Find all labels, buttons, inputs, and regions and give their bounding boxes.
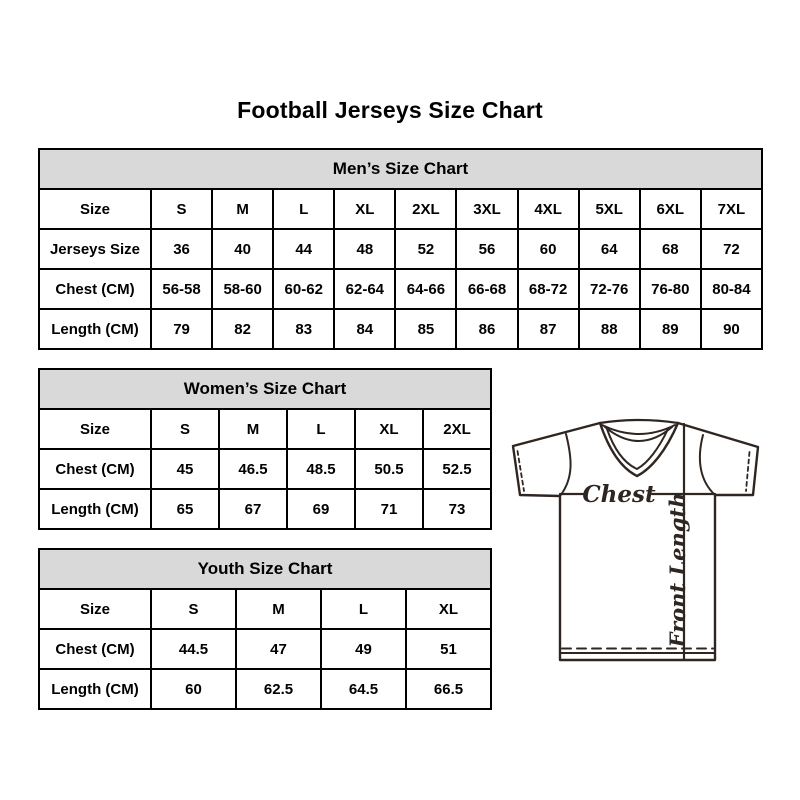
jersey-outline [513,423,758,660]
row-label-cell: Size [39,409,151,449]
row-label-cell: Length (CM) [39,489,151,529]
value-cell: 62-64 [334,269,395,309]
table-row [39,489,491,529]
value-cell: 84 [334,309,395,349]
table-title-band: Women’s Size Chart [39,369,491,409]
value-cell: 2XL [395,189,456,229]
value-cell: XL [334,189,395,229]
value-cell: 4XL [518,189,579,229]
chest-label: Chest [582,481,656,508]
row-label-cell: Length (CM) [39,669,151,709]
value-cell: 48.5 [287,449,355,489]
value-cell: M [219,409,287,449]
value-cell: 64-66 [395,269,456,309]
right-cuff-stitch-line [746,452,750,491]
mens-size-table [38,148,763,350]
table-row [39,229,762,269]
right-sleeve-seam [700,435,715,495]
value-cell: 87 [518,309,579,349]
value-cell: 45 [151,449,219,489]
value-cell: 51 [406,629,491,669]
table-row [39,669,491,709]
value-cell: 68 [640,229,701,269]
value-cell: 7XL [701,189,762,229]
value-cell: M [212,189,273,229]
value-cell: 48 [334,229,395,269]
value-cell: S [151,189,212,229]
value-cell: L [321,589,406,629]
value-cell: 2XL [423,409,491,449]
value-cell: 69 [287,489,355,529]
collar-top-edge [600,420,678,423]
value-cell: 6XL [640,189,701,229]
youth-size-table [38,548,492,710]
page-title: Football Jerseys Size Chart [237,97,543,123]
value-cell: 50.5 [355,449,423,489]
value-cell: XL [355,409,423,449]
value-cell: 44 [273,229,334,269]
value-cell: 5XL [579,189,640,229]
table-row [39,589,491,629]
value-cell: S [151,589,236,629]
table-title-band: Men’s Size Chart [39,149,762,189]
row-label-cell: Chest (CM) [39,449,151,489]
table-row [39,269,762,309]
jersey-measurement-diagram [506,413,768,667]
value-cell: 65 [151,489,219,529]
value-cell: 66-68 [456,269,517,309]
row-label-cell: Size [39,189,151,229]
value-cell: 56 [456,229,517,269]
value-cell: 82 [212,309,273,349]
table-row [39,629,491,669]
value-cell: 68-72 [518,269,579,309]
value-cell: 3XL [456,189,517,229]
table-row [39,449,491,489]
value-cell: L [287,409,355,449]
row-label-cell: Length (CM) [39,309,151,349]
value-cell: S [151,409,219,449]
table-row [39,309,762,349]
value-cell: 64.5 [321,669,406,709]
left-sleeve-seam [560,434,571,496]
value-cell: M [236,589,321,629]
value-cell: 44.5 [151,629,236,669]
value-cell: 56-58 [151,269,212,309]
row-label-cell: Size [39,589,151,629]
value-cell: 71 [355,489,423,529]
value-cell: 60 [518,229,579,269]
value-cell: 58-60 [212,269,273,309]
value-cell: 72 [701,229,762,269]
value-cell: 72-76 [579,269,640,309]
value-cell: 76-80 [640,269,701,309]
value-cell: 85 [395,309,456,349]
value-cell: 46.5 [219,449,287,489]
table-row [39,409,491,449]
value-cell: 79 [151,309,212,349]
front-length-label: Front Length [665,492,690,648]
value-cell: 49 [321,629,406,669]
value-cell: 90 [701,309,762,349]
value-cell: XL [406,589,491,629]
table-title-band: Youth Size Chart [39,549,491,589]
value-cell: 52.5 [423,449,491,489]
value-cell: 52 [395,229,456,269]
row-label-cell: Chest (CM) [39,269,151,309]
row-label-cell: Chest (CM) [39,629,151,669]
value-cell: 62.5 [236,669,321,709]
value-cell: 67 [219,489,287,529]
value-cell: 36 [151,229,212,269]
value-cell: 64 [579,229,640,269]
value-cell: 86 [456,309,517,349]
value-cell: 80-84 [701,269,762,309]
value-cell: 73 [423,489,491,529]
value-cell: 88 [579,309,640,349]
value-cell: 47 [236,629,321,669]
value-cell: 60-62 [273,269,334,309]
womens-size-table [38,368,492,530]
value-cell: 40 [212,229,273,269]
value-cell: 89 [640,309,701,349]
value-cell: 66.5 [406,669,491,709]
table-row [39,189,762,229]
row-label-cell: Jerseys Size [39,229,151,269]
value-cell: 60 [151,669,236,709]
value-cell: 83 [273,309,334,349]
value-cell: L [273,189,334,229]
